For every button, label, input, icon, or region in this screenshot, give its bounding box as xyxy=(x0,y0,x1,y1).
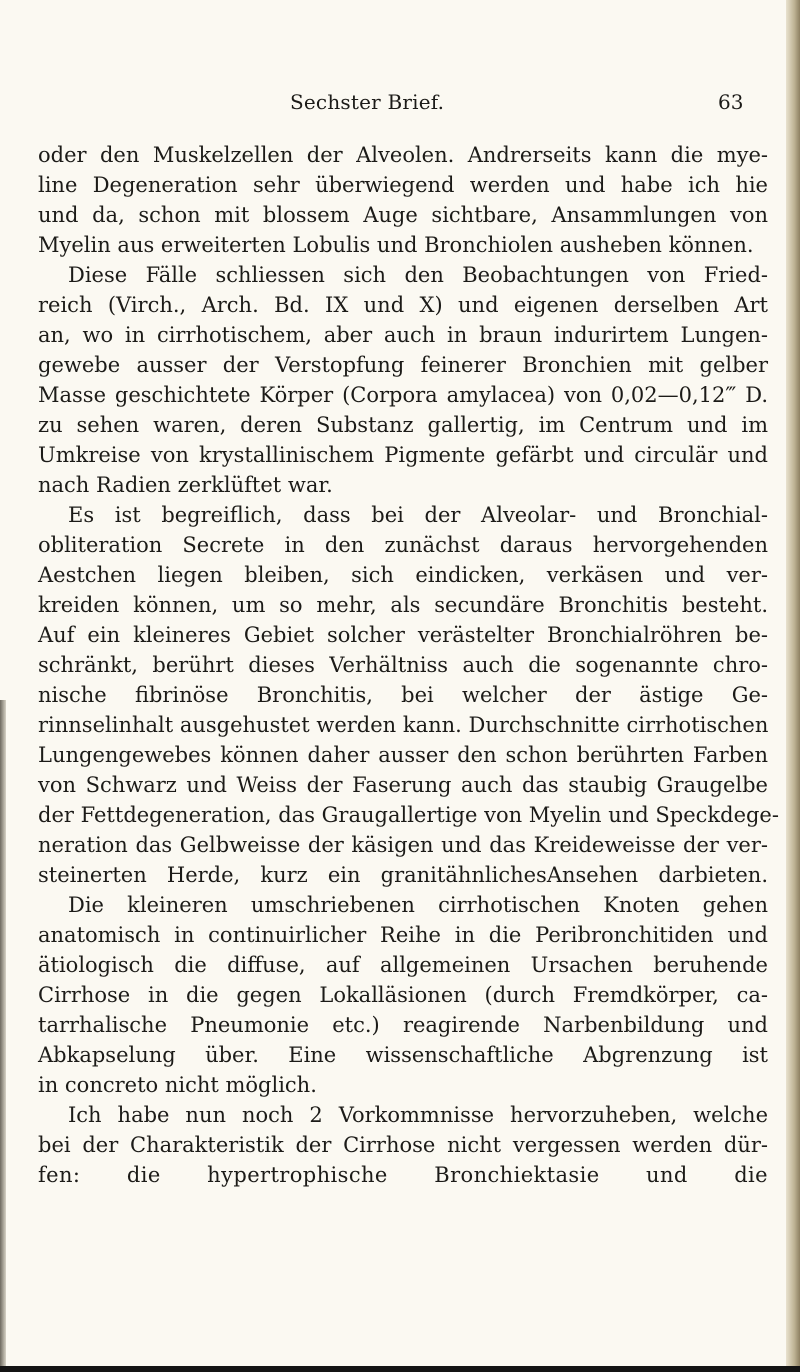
text-line: obliteration Secrete in den zunächst daraus hervorgehenden xyxy=(38,533,768,557)
text-line: Aestchen liegen bleiben, sich eindicken, verkäsen und ver- xyxy=(38,563,768,587)
page-header xyxy=(0,90,800,120)
text-line: oder den Muskelzellen der Alveolen. Andrerseits kann die mye- xyxy=(38,143,768,167)
text-line: Abkapselung über. Eine wissenschaftliche Abgrenzung ist xyxy=(38,1043,768,1067)
text-line: rinnselinhalt ausgehustet werden kann. Durchschnitte cirrhotischen xyxy=(38,713,769,737)
text-line: Es ist begreiflich, dass bei der Alveolar- und Bronchial- xyxy=(68,503,768,527)
body-text xyxy=(38,140,779,1190)
scan-right-edge xyxy=(786,0,800,1372)
text-line: nische fibrinöse Bronchitis, bei welcher der ästige Ge- xyxy=(38,683,768,707)
text-line: fen: die hypertrophische Bronchiektasie und die xyxy=(38,1163,768,1187)
text-line: zu sehen waren, deren Substanz gallertig, im Centrum und im xyxy=(38,413,768,437)
scan-left-edge xyxy=(0,700,6,1372)
running-head: Sechster Brief. xyxy=(290,90,445,114)
text-line: tarrhalische Pneumonie etc.) reagirende Narbenbildung und xyxy=(38,1013,768,1037)
text-line: an, wo in cirrhotischem, aber auch in braun indurirtem Lungen- xyxy=(38,323,768,347)
text-line: nach Radien zerklüftet war. xyxy=(38,473,333,497)
text-line: anatomisch in continuirlicher Reihe in die Peribronchitiden und xyxy=(38,923,768,947)
text-line: ätiologisch die diffuse, auf allgemeinen Ursachen beruhende xyxy=(38,953,768,977)
text-line: in concreto nicht möglich. xyxy=(38,1073,317,1097)
scan-bottom-edge xyxy=(0,1366,800,1372)
page-number: 63 xyxy=(718,90,744,114)
text-line: kreiden können, um so mehr, als secundäre Bronchitis besteht. xyxy=(38,593,768,617)
text-line: neration das Gelbweisse der käsigen und das Kreideweisse der ver- xyxy=(38,833,768,857)
text-line: Die kleineren umschriebenen cirrhotischen Knoten gehen xyxy=(68,893,768,917)
text-line: schränkt, berührt dieses Verhältniss auch die sogenannte chro- xyxy=(38,653,768,677)
text-line: gewebe ausser der Verstopfung feinerer Bronchien mit gelber xyxy=(38,353,768,377)
text-line: Auf ein kleineres Gebiet solcher verästelter Bronchialröhren be- xyxy=(38,623,768,647)
text-line: steinerten Herde, kurz ein granitähnlichesAnsehen darbieten. xyxy=(38,863,768,887)
text-line: bei der Charakteristik der Cirrhose nicht vergessen werden dür- xyxy=(38,1133,768,1157)
text-line: Ich habe nun noch 2 Vorkommnisse hervorzuheben, welche xyxy=(68,1103,768,1127)
text-line: Lungengewebes können daher ausser den schon berührten Farben xyxy=(38,743,768,767)
text-line: und da, schon mit blossem Auge sichtbare, Ansammlungen von xyxy=(38,203,768,227)
text-line: Umkreise von krystallinischem Pigmente gefärbt und circulär und xyxy=(38,443,768,467)
text-line: reich (Virch., Arch. Bd. IX und X) und eigenen derselben Art xyxy=(38,293,768,317)
text-line: line Degeneration sehr überwiegend werden und habe ich hie xyxy=(38,173,768,197)
text-line: Diese Fälle schliessen sich den Beobachtungen von Fried- xyxy=(68,263,768,287)
text-line: Cirrhose in die gegen Lokalläsionen (durch Fremdkörper, ca- xyxy=(38,983,768,1007)
text-line: der Fettdegeneration, das Graugallertige von Myelin und Speckdege- xyxy=(38,803,779,827)
text-line: von Schwarz und Weiss der Faserung auch das staubig Graugelbe xyxy=(38,773,768,797)
text-line: Masse geschichtete Körper (Corpora amylacea) von 0,02—0,12‴ D. xyxy=(38,383,768,407)
text-line: Myelin aus erweiterten Lobulis und Bronchiolen ausheben können. xyxy=(38,233,754,257)
